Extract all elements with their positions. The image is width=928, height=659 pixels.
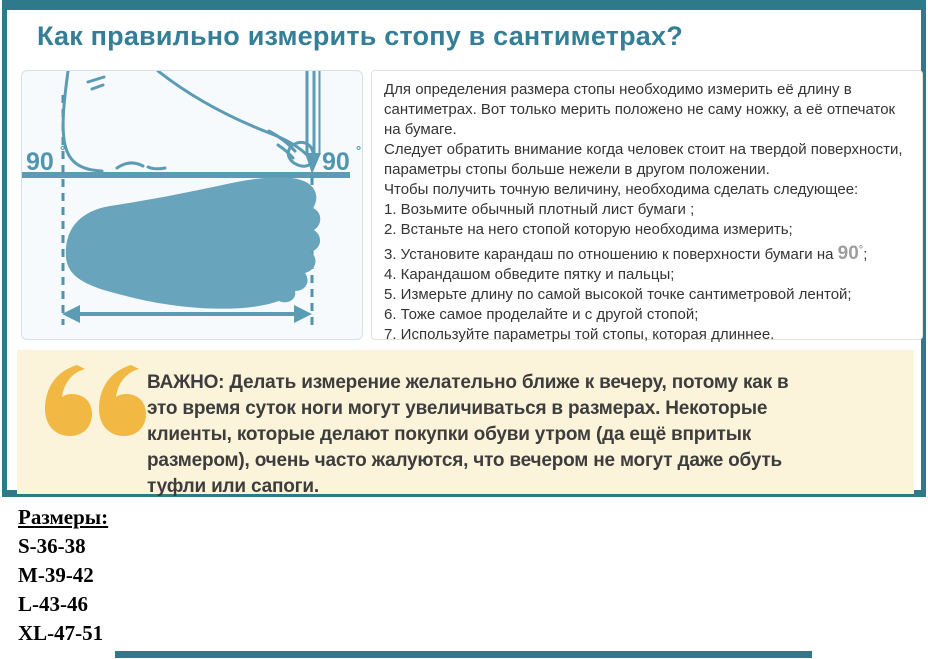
- instruction-step-6: 6. Тоже самое проделайте и с другой стопой;: [384, 306, 699, 323]
- length-arrow: [62, 305, 312, 323]
- instruction-step-4: 4. Карандашом обведите пятку и пальцы;: [384, 266, 675, 283]
- instructions-paragraph-2: Следует обратить внимание когда человек стоит на твердой поверхности, параметры стопы больше нежели в другом положении.: [384, 141, 903, 178]
- important-note-text: [147, 370, 802, 500]
- instruction-step-7: 7. Используйте параметры той стопы, которая длиннее.: [384, 326, 775, 343]
- instruction-step-5: 5. Измерьте длину по самой высокой точке сантиметровой лентой;: [384, 286, 852, 303]
- quote-icon: [43, 363, 149, 443]
- important-body: Делать измерение желательно ближе к вечеру, потому как в это время суток ноги могут увеличиваться в размерах. Некоторые клиенты, которые делают покупки обуви утром (да ещё впритык размером), очень часто жалуются, что вечером не могут даже обуть туфли или сапоги.: [147, 372, 789, 497]
- bottom-divider-bar: [115, 651, 812, 658]
- instruction-step-3: [384, 240, 910, 265]
- instructions-panel: [371, 70, 923, 343]
- angle-left-label: 90: [26, 148, 54, 176]
- size-item-m: M-39-42: [18, 563, 94, 587]
- instruction-step-2: 2. Встаньте на него стопой которую необходима измерить;: [384, 221, 793, 238]
- sizes-heading: Размеры:: [18, 505, 109, 529]
- angle-right-degree: °: [356, 143, 362, 158]
- page-title: Как правильно измерить стопу в сантиметрах?: [37, 21, 683, 51]
- important-note-box: [17, 350, 914, 497]
- foot-profile-outline: [63, 71, 313, 171]
- size-item-xl: XL-47-51: [18, 621, 104, 645]
- important-label: ВАЖНО:: [147, 372, 225, 393]
- instruction-step-3-degree: °: [858, 244, 864, 256]
- angle-left-degree: °: [60, 143, 66, 158]
- instructions-paragraph-1: Для определения размера стопы необходимо измерить её длину в сантиметрах. Вот только мерить положено не саму ножку, а её отпечаток на бумаге.: [384, 81, 896, 138]
- footprint-silhouette: [66, 177, 320, 308]
- foot-measurement-diagram-icon: [22, 71, 362, 339]
- sizes-list: [18, 503, 108, 648]
- content-frame: [2, 0, 926, 497]
- foot-measurement-diagram-panel: [21, 70, 363, 340]
- instructions-paragraph-3: Чтобы получить точную величину, необходима сделать следующее:: [384, 181, 859, 198]
- instruction-step-1: 1. Возьмите обычный плотный лист бумаги ;: [384, 201, 695, 218]
- size-item-l: L-43-46: [18, 592, 88, 616]
- angle-right-label: 90: [322, 148, 350, 176]
- size-item-s: S-36-38: [18, 534, 86, 558]
- instruction-step-3-text: 3. Установите карандаш по отношению к поверхности бумаги на: [384, 246, 838, 263]
- baseline-bar: [22, 172, 350, 178]
- instruction-step-3-angle: 90: [837, 243, 859, 264]
- instruction-step-3-suffix: ;: [863, 246, 868, 263]
